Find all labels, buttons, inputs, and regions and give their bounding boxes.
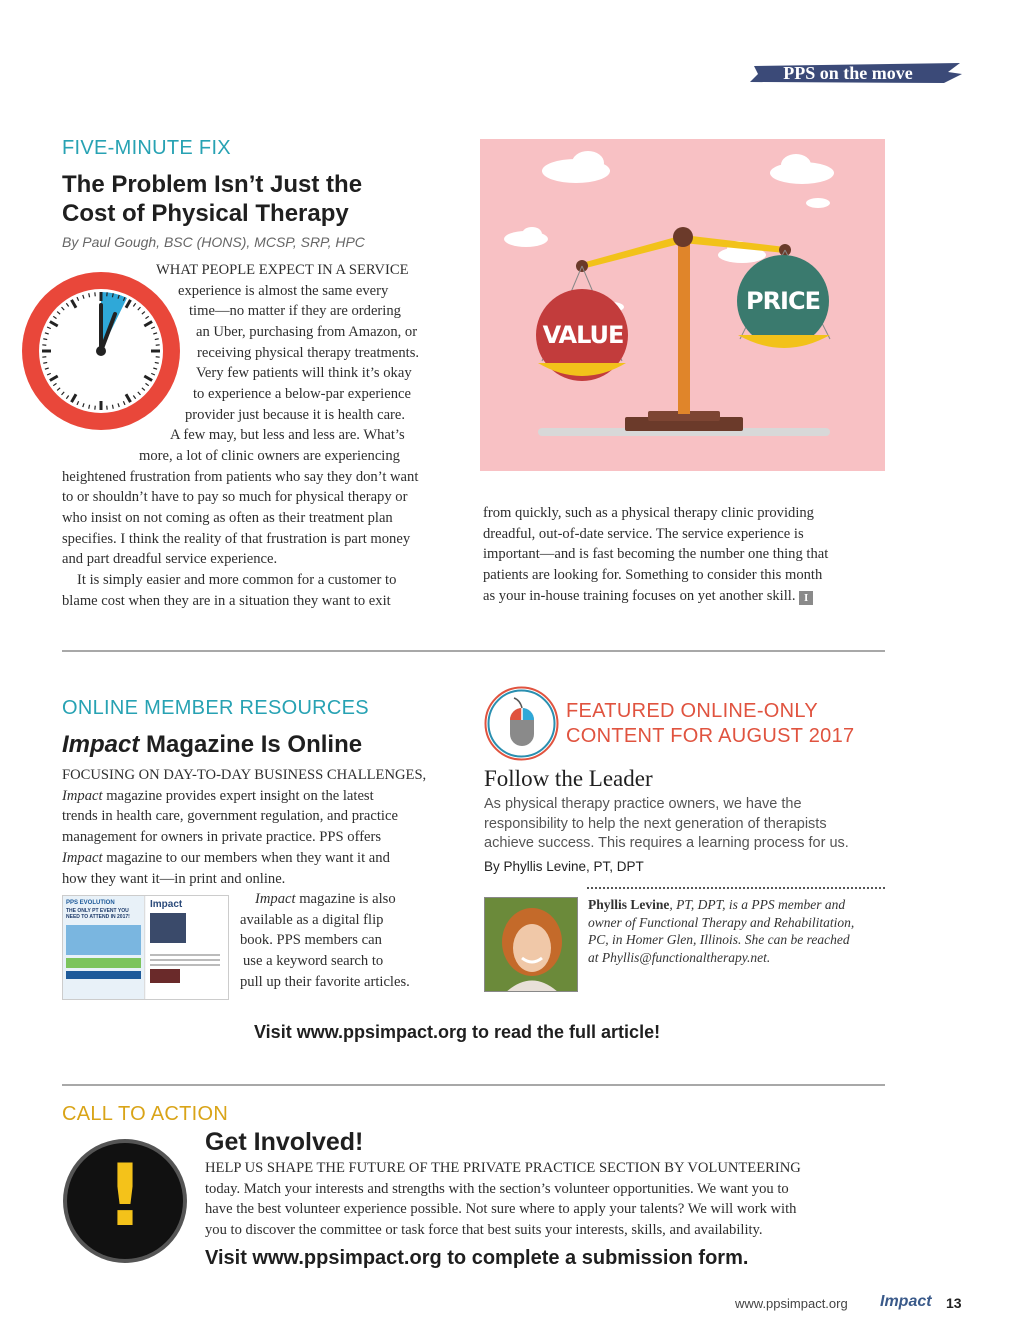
- impact-word: Impact: [62, 849, 103, 866]
- divider: [62, 650, 885, 652]
- section1-kicker: FIVE-MINUTE FIX: [62, 137, 231, 159]
- featured-desc-line: As physical therapy practice owners, we have the: [484, 796, 802, 812]
- section3-line: you to discover the committee or task force that best suits your interests, skills, and availability.: [205, 1222, 763, 1239]
- section2-wrap-text: [240, 889, 470, 993]
- scale-price-label: PRICE: [745, 287, 820, 315]
- thumb-left-image: [66, 925, 141, 955]
- section-banner: [748, 60, 964, 86]
- thumb-right-photo: [150, 913, 186, 943]
- section1-col2-line: patients are looking for. Something to consider this month: [483, 567, 823, 584]
- section3-body: [205, 1158, 895, 1241]
- thumb-right-text-line: [150, 959, 220, 961]
- featured-title: Follow the Leader: [484, 766, 653, 791]
- thumb-left-page: [63, 896, 145, 1000]
- author-bio-line: owner of Functional Therapy and Rehabilitation,: [588, 914, 855, 930]
- section2-wrap-line: book. PPS members can: [240, 932, 382, 949]
- section1-col1-line: blame cost when they are in a situation they want to exit: [62, 593, 391, 609]
- section3-title: Get Involved!: [205, 1128, 364, 1156]
- section1-title-line1: The Problem Isn’t Just the: [62, 171, 363, 198]
- section3-line: have the best volunteer experience possible. Not sure where to apply your talents? We will work with: [205, 1201, 797, 1218]
- page-number: 13: [946, 1295, 962, 1311]
- thumb-right-photo2: [150, 969, 180, 983]
- section2-line-with-italic: [62, 786, 462, 807]
- section1-col1-line: It is simply easier and more common for a customer to: [77, 572, 397, 588]
- section2-line-with-italic: [62, 848, 462, 869]
- featured-desc-line: achieve success. This requires a learning process for us.: [484, 835, 849, 851]
- section1-col2-line: from quickly, such as a physical therapy clinic providing: [483, 505, 814, 521]
- section2-line: magazine provides expert insight on the latest: [106, 787, 374, 804]
- section1-col1-line: A few may, but less and less are. What’s: [170, 427, 405, 443]
- section3-kicker: CALL TO ACTION: [62, 1103, 229, 1125]
- section1-col1-line: heightened frustration from patients who say they don’t want: [62, 469, 419, 485]
- section1-column2: [483, 503, 888, 607]
- featured-description: [484, 795, 849, 854]
- section2-wrap-line: pull up their favorite articles.: [240, 973, 410, 990]
- read-full-article-link[interactable]: Visit www.ppsimpact.org to read the full article!: [254, 1022, 661, 1042]
- section1-title-line2: Cost of Physical Therapy: [62, 200, 349, 227]
- author-bio-line: at Phyllis@functionaltherapy.net.: [588, 949, 771, 965]
- author-bio-line: PC, in Homer Glen, Illinois. She can be reached: [588, 932, 850, 948]
- section2-wrap-line-first: [240, 889, 470, 910]
- featured-kicker-line2: CONTENT FOR AUGUST 2017: [566, 725, 855, 747]
- thumb-left-title: PPS EVOLUTION: [66, 900, 115, 906]
- section1-col1-line: who insist on not coming as often as their treatment plan: [62, 510, 393, 526]
- thumb-right-text-line: [150, 964, 220, 966]
- section1-col1-line: to experience a below-par experience: [193, 386, 411, 402]
- section3-line: HELP US SHAPE THE FUTURE OF THE PRIVATE PRACTICE SECTION BY VOLUNTEERING: [205, 1160, 801, 1176]
- section1-col1-line: time—no matter if they are ordering: [189, 303, 401, 319]
- banner-text: PPS on the move: [783, 63, 913, 83]
- section2-wrap-line: use a keyword search to: [243, 953, 384, 970]
- section1-col2-line: dreadful, out-of-date service. The service experience is: [483, 525, 804, 542]
- divider: [62, 1084, 885, 1086]
- section2-line: FOCUSING ON DAY-TO-DAY BUSINESS CHALLENGES,: [62, 767, 427, 783]
- impact-word: Impact: [255, 891, 296, 907]
- section1-col2-line: as your in-house training focuses on yet another skill.: [483, 587, 796, 604]
- author-photo: [484, 897, 578, 992]
- section1-column1: [0, 260, 470, 620]
- featured-byline: By Phyllis Levine, PT, DPT: [484, 859, 644, 874]
- thumb-right-text-line: [150, 954, 220, 956]
- end-mark-icon: I: [799, 591, 813, 605]
- impact-magazine-thumbnail[interactable]: [62, 895, 229, 1000]
- section1-col2-line: important—and is fast becoming the number one thing that: [483, 546, 829, 563]
- footer-url[interactable]: www.ppsimpact.org: [735, 1296, 848, 1311]
- section1-col1-line: receiving physical therapy treatments.: [197, 345, 420, 361]
- section1-col1-line: WHAT PEOPLE EXPECT IN A SERVICE: [156, 262, 409, 278]
- thumb-left-footer: [66, 971, 141, 979]
- section1-col2-last-line: [483, 586, 888, 607]
- section1-col1-line: experience is almost the same every: [178, 283, 389, 299]
- section2-wrap-line: magazine is also: [299, 891, 396, 907]
- section1-col1-line: and part dreadful service experience.: [62, 551, 278, 567]
- section2-wrap-line: available as a digital flip: [240, 911, 384, 928]
- submission-form-link[interactable]: Visit www.ppsimpact.org to complete a submission form.: [205, 1247, 749, 1269]
- section1-col1-line: specifies. I think the reality of that frustration is part money: [62, 531, 411, 547]
- section2-title-italic: Impact: [62, 731, 140, 758]
- exclamation-icon: [62, 1138, 188, 1264]
- impact-word: Impact: [62, 787, 103, 804]
- dotted-divider: [587, 887, 885, 889]
- section2-line: magazine to our members when they want it and: [106, 849, 390, 866]
- section2-line: management for owners in private practice. PPS offers: [62, 829, 382, 846]
- section1-byline: By Paul Gough, BSC (HONS), MCSP, SRP, HPC: [62, 234, 365, 250]
- author-bio-first-line: [588, 896, 888, 914]
- section1-col1-line: to or shouldn’t have to pay so much for physical therapy or: [62, 489, 408, 505]
- thumb-left-sub: THE ONLY PT EVENT YOU NEED TO ATTEND IN 2017!: [66, 908, 130, 920]
- section2-title: [62, 730, 362, 759]
- thumb-right-title: Impact: [150, 899, 183, 910]
- section2-body: [62, 765, 462, 889]
- author-bio: [588, 896, 888, 966]
- value-price-scale-illustration: [480, 139, 885, 471]
- featured-kicker-line1: FEATURED ONLINE-ONLY: [566, 700, 818, 722]
- author-name: Phyllis Levine: [588, 897, 670, 912]
- section1-title: [62, 170, 362, 228]
- scale-value-label: VALUE: [542, 321, 624, 349]
- featured-desc-line: responsibility to help the next generation of therapists: [484, 815, 827, 832]
- thumb-left-banner: [66, 958, 141, 968]
- section2-kicker: ONLINE MEMBER RESOURCES: [62, 697, 369, 719]
- section2-line: trends in health care, government regulation, and practice: [62, 808, 398, 825]
- section3-line: today. Match your interests and strengths with the section’s volunteer opportunities. We want you to: [205, 1180, 789, 1197]
- author-bio-line: , PT, DPT, is a PPS member and: [669, 897, 846, 912]
- section1-col1-line: an Uber, purchasing from Amazon, or: [196, 324, 418, 340]
- section1-col1-line: Very few patients will think it’s okay: [196, 365, 412, 381]
- footer-brand: Impact: [880, 1293, 932, 1310]
- thumb-right-page: [146, 896, 229, 1000]
- exclamation-glyph: !: [105, 1146, 145, 1246]
- featured-kicker: [566, 699, 854, 749]
- section2-line: how they want it—in print and online.: [62, 870, 286, 887]
- section1-col1-line: more, a lot of clinic owners are experiencing: [139, 448, 400, 464]
- section2-title-rest: Magazine Is Online: [139, 731, 363, 758]
- section1-col1-line: provider just because it is health care.: [185, 407, 406, 423]
- mouse-icon: [484, 686, 559, 761]
